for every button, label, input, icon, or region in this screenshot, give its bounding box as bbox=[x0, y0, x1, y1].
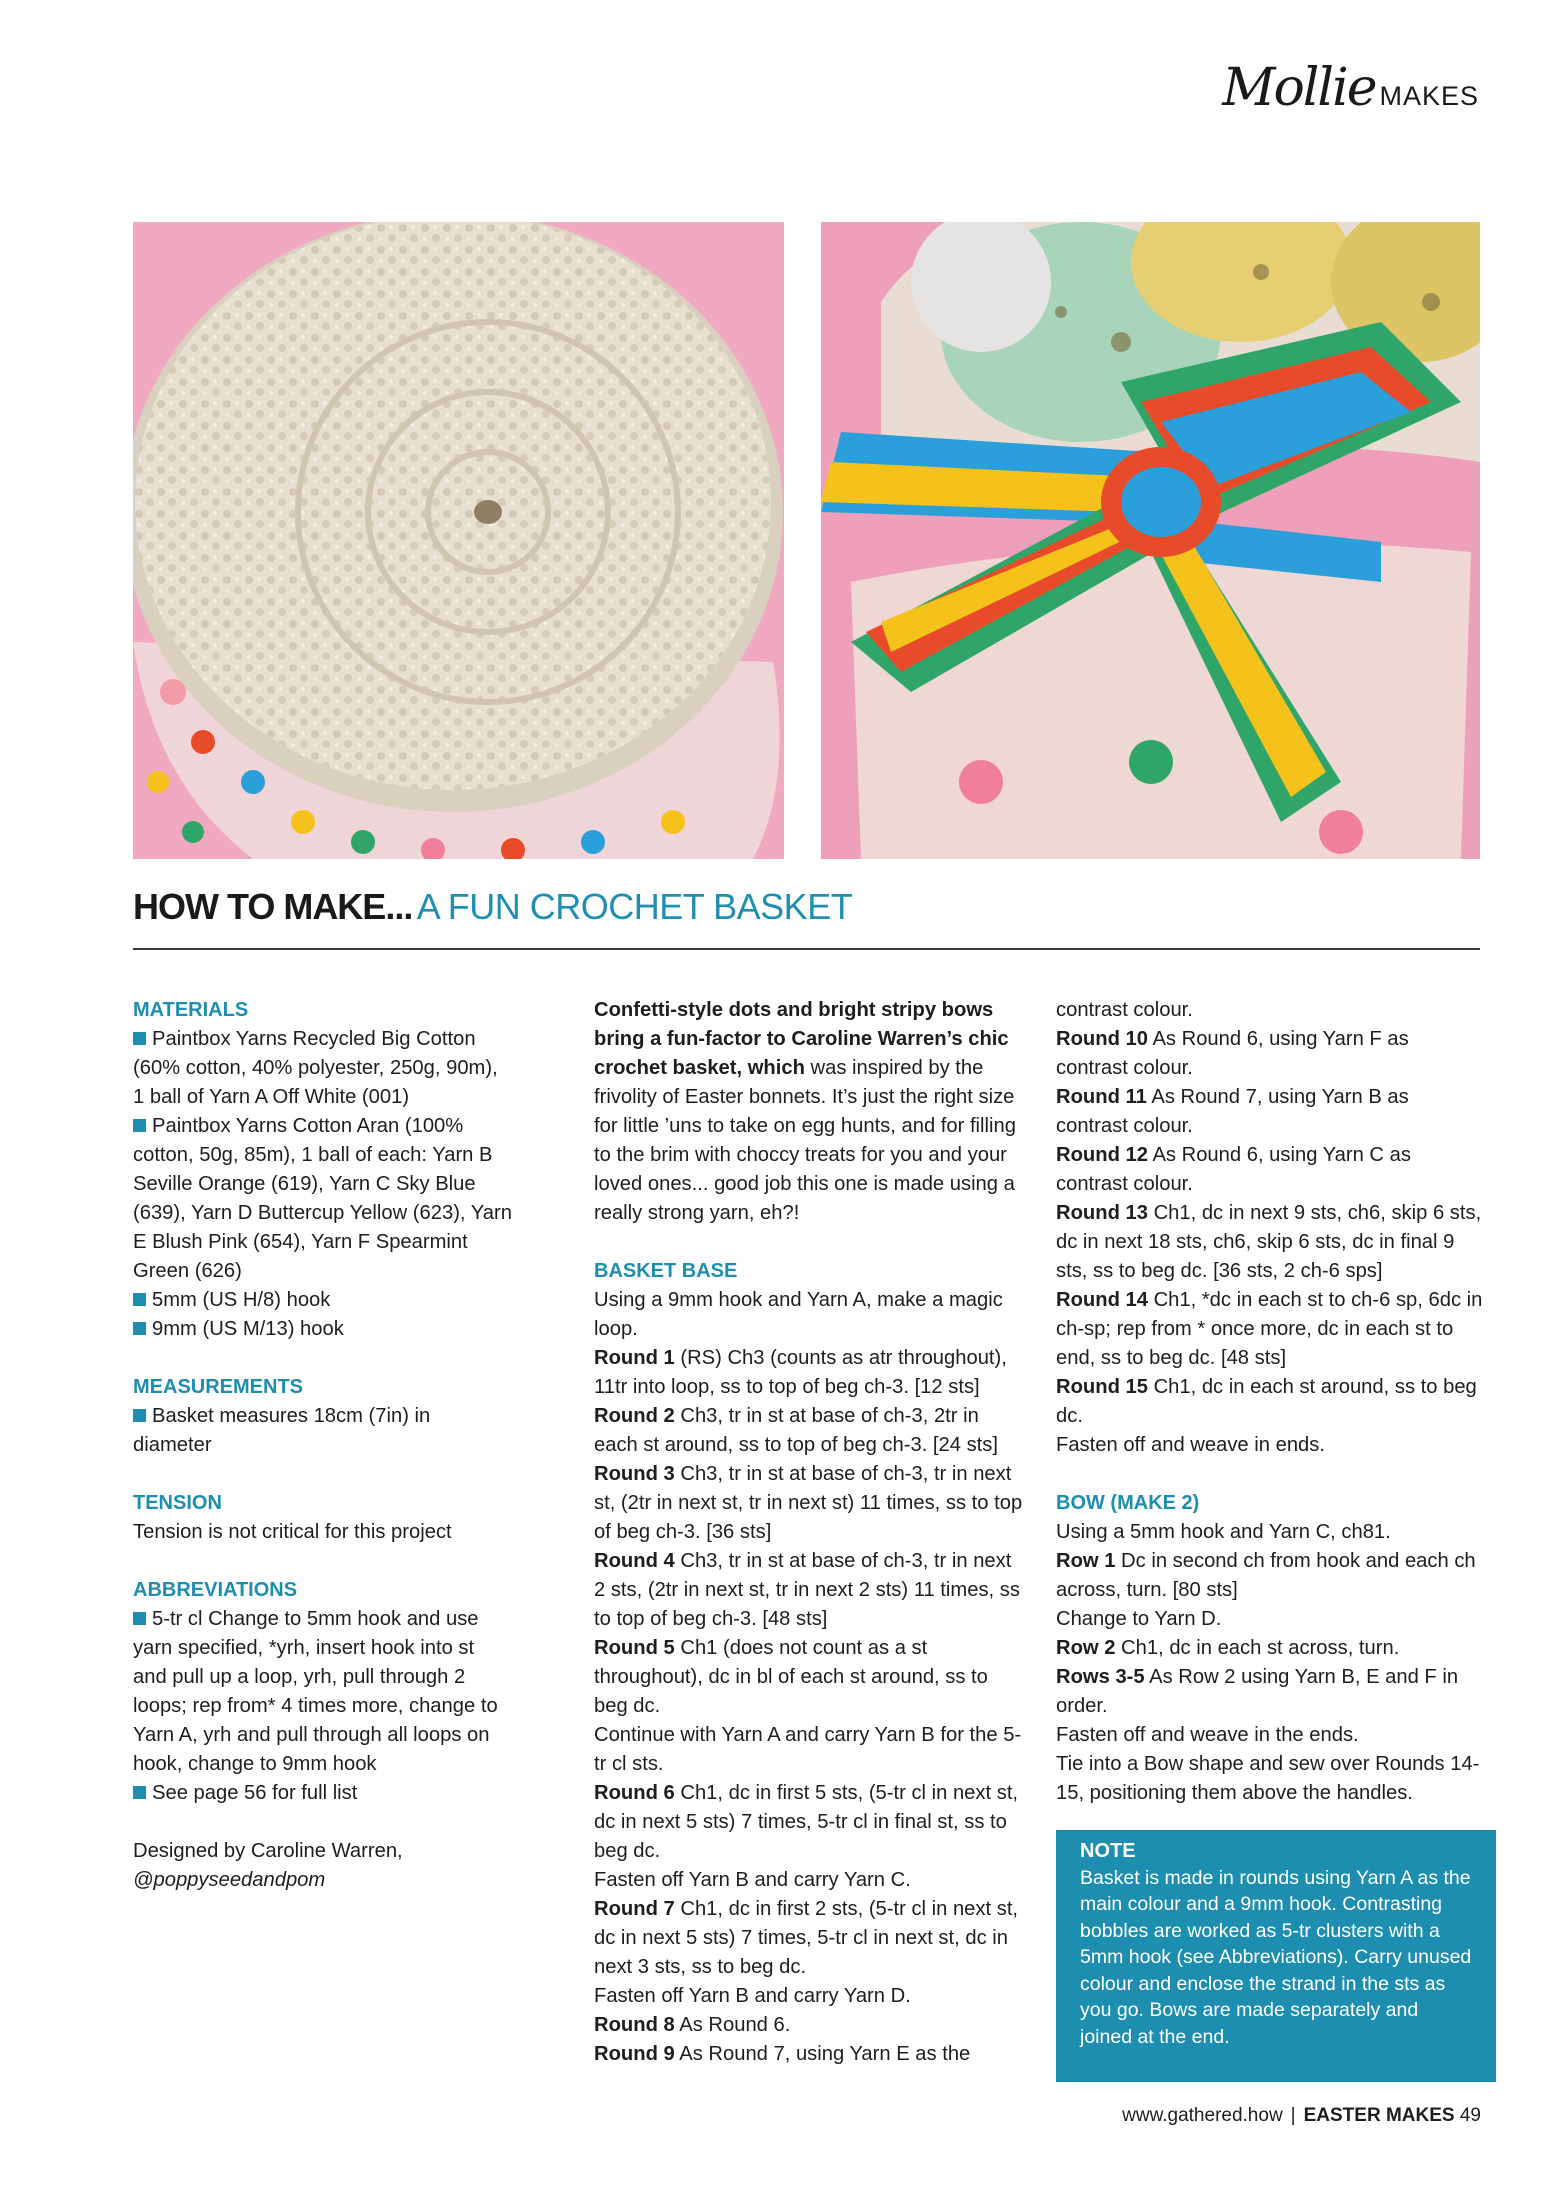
pattern-step: Round 14 Ch1, *dc in each st to ch-6 sp, 6dc in ch-sp; rep from * once more, dc in each st to end, ss to beg dc. [48 sts] bbox=[1056, 1289, 1483, 1369]
materials-heading: MATERIALS bbox=[133, 999, 249, 1021]
pattern-step: Round 8 As Round 6. bbox=[594, 2014, 791, 2036]
materials-item: 5mm (US H/8) hook bbox=[133, 1286, 513, 1315]
pattern-step: Round 7 Ch1, dc in first 2 sts, (5-tr cl in next st, dc in next 5 sts) 7 times, 5-tr cl in next st, dc in next 3 sts, ss to beg dc. bbox=[594, 1898, 1019, 1978]
column-2 bbox=[594, 996, 1024, 2069]
pattern-step: Round 9 As Round 7, using Yarn E as the bbox=[594, 2043, 971, 2065]
magazine-logo bbox=[1222, 58, 1479, 118]
tension-heading: TENSION bbox=[133, 1492, 222, 1514]
pattern-step: Round 10 As Round 6, using Yarn F as contrast colour. bbox=[1056, 1028, 1409, 1079]
basket-base-steps bbox=[594, 1286, 1024, 2069]
pattern-step: Fasten off Yarn B and carry Yarn C. bbox=[594, 1869, 911, 1891]
article-headline bbox=[133, 886, 1480, 950]
intro-paragraph: Confetti-style dots and bright stripy bows bring a fun-factor to Caroline Warren’s chic crochet basket, which was inspired by the frivolity of Easter bonnets. It’s just the right size for little ’uns to take on egg hunts, and for filling to the brim with choccy treats for you and your loved ones... good job this one is made using a really strong yarn, eh?! bbox=[594, 999, 1016, 1224]
pattern-step: Fasten off and weave in the ends. bbox=[1056, 1724, 1359, 1746]
pattern-step: Fasten off and weave in ends. bbox=[1056, 1434, 1325, 1456]
pattern-step: Row 1 Dc in second ch from hook and each ch across, turn. [80 sts] bbox=[1056, 1550, 1476, 1601]
footer-separator: | bbox=[1290, 2105, 1296, 2126]
pattern-step: Round 1 (RS) Ch3 (counts as atr throughout), 11tr into loop, ss to top of beg ch-3. [12 sts] bbox=[594, 1347, 1007, 1398]
footer-section: EASTER MAKES bbox=[1303, 2105, 1455, 2126]
pattern-step: contrast colour. bbox=[1056, 999, 1193, 1021]
pattern-step: Using a 5mm hook and Yarn C, ch81. bbox=[1056, 1521, 1391, 1543]
pattern-step: Round 6 Ch1, dc in first 5 sts, (5-tr cl in next st, dc in next 5 sts) 7 times, 5-tr cl in final st, ss to beg dc. bbox=[594, 1782, 1019, 1862]
pattern-step: Tie into a Bow shape and sew over Rounds 14-15, positioning them above the handles. bbox=[1056, 1753, 1480, 1804]
pattern-step: Rows 3-5 As Row 2 using Yarn B, E and F in order. bbox=[1056, 1666, 1459, 1717]
bullet-square-icon bbox=[133, 1032, 146, 1045]
logo-script: Mollie bbox=[1222, 58, 1376, 118]
pattern-step: Round 11 As Round 7, using Yarn B as contrast colour. bbox=[1056, 1086, 1409, 1137]
pattern-step: Round 13 Ch1, dc in next 9 sts, ch6, skip 6 sts, dc in next 18 sts, ch6, skip 6 sts, dc in final 9 sts, ss to beg dc. [36 sts, 2 ch-6 sps] bbox=[1056, 1202, 1482, 1282]
tension-text: Tension is not critical for this project bbox=[133, 1521, 452, 1543]
pattern-step: Round 15 Ch1, dc in each st around, ss to beg dc. bbox=[1056, 1376, 1477, 1427]
bullet-square-icon bbox=[133, 1786, 146, 1799]
note-text: Basket is made in rounds using Yarn A as the main colour and a 9mm hook. Contrasting bobbles are worked as 5-tr clusters with a 5mm hook (see Abbreviations). Carry unused colour and enclose the strand in the sts as you go. Bows are made separately and joined at the end. bbox=[1080, 1866, 1472, 2048]
abbreviations-heading: ABBREVIATIONS bbox=[133, 1579, 298, 1601]
abbreviation-item: 5-tr cl Change to 5mm hook and use yarn specified, *yrh, insert hook into st and pull up a loop, yrh, pull through 2 loops; rep from* 4 times more, change to Yarn A, yrh and pull through all loops on hook, change to 9mm hook bbox=[133, 1608, 498, 1775]
basket-base-heading: BASKET BASE bbox=[594, 1260, 738, 1282]
materials-item: Paintbox Yarns Cotton Aran (100% cotton, 50g, 85m), 1 ball of each: Yarn B Seville Orange (619), Yarn C Sky Blue (639), Yarn D Buttercup Yellow (623), Yarn E Blush Pink (654), Yarn F Spearmint Green (626) bbox=[133, 1115, 512, 1282]
pattern-step: Change to Yarn D. bbox=[1056, 1608, 1222, 1630]
bow-heading: BOW (MAKE 2) bbox=[1056, 1492, 1200, 1514]
photo-basket-lid bbox=[133, 222, 784, 859]
materials-item: Paintbox Yarns Recycled Big Cotton (60% cotton, 40% polyester, 250g, 90m), 1 ball of Yarn A Off White (001) bbox=[133, 1028, 498, 1108]
pattern-step: Continue with Yarn A and carry Yarn B for the 5-tr cl sts. bbox=[594, 1724, 1022, 1775]
pattern-step: Round 12 As Round 6, using Yarn C as contrast colour. bbox=[1056, 1144, 1411, 1195]
designer-handle: @poppyseedandpom bbox=[133, 1869, 326, 1891]
abbreviation-item: See page 56 for full list bbox=[133, 1779, 513, 1808]
photo-bow-eggs bbox=[821, 222, 1480, 859]
pattern-step: Round 2 Ch3, tr in st at base of ch-3, 2tr in each st around, ss to top of beg ch-3. [24 sts] bbox=[594, 1405, 998, 1456]
designer-credit: Designed by Caroline Warren, bbox=[133, 1840, 403, 1862]
headline-sub: A FUN CROCHET BASKET bbox=[416, 886, 853, 927]
footer-url: www.gathered.how bbox=[1122, 2105, 1283, 2126]
page-number: 49 bbox=[1459, 2105, 1481, 2126]
bullet-square-icon bbox=[133, 1119, 146, 1132]
measurements-heading: MEASUREMENTS bbox=[133, 1376, 304, 1398]
headline-main: HOW TO MAKE... bbox=[133, 886, 413, 927]
pattern-step: Round 3 Ch3, tr in st at base of ch-3, tr in next st, (2tr in next st, tr in next st) 11 times, ss to top of beg ch-3. [36 sts] bbox=[594, 1463, 1023, 1543]
pattern-step: Row 2 Ch1, dc in each st across, turn. bbox=[1056, 1637, 1400, 1659]
bullet-square-icon bbox=[133, 1293, 146, 1306]
logo-sans: MAKES bbox=[1379, 81, 1479, 111]
page-footer bbox=[1122, 2105, 1481, 2127]
materials-item: 9mm (US M/13) hook bbox=[133, 1315, 513, 1344]
pattern-step: Using a 9mm hook and Yarn A, make a magic loop. bbox=[594, 1289, 1003, 1340]
measurements-item: Basket measures 18cm (7in) in diameter bbox=[133, 1405, 431, 1456]
note-box bbox=[1056, 1830, 1496, 2082]
pattern-step: Round 5 Ch1 (does not count as a st throughout), dc in bl of each st around, ss to beg dc. bbox=[594, 1637, 988, 1717]
column-3 bbox=[1056, 996, 1486, 1808]
bullet-square-icon bbox=[133, 1322, 146, 1335]
bullet-square-icon bbox=[133, 1409, 146, 1422]
bullet-square-icon bbox=[133, 1612, 146, 1625]
note-title: NOTE bbox=[1080, 1840, 1136, 1862]
pattern-step: Round 4 Ch3, tr in st at base of ch-3, tr in next 2 sts, (2tr in next st, tr in next 2 sts) 11 times, ss to top of beg ch-3. [48 sts] bbox=[594, 1550, 1020, 1630]
column-1 bbox=[133, 996, 513, 1895]
pattern-step: Fasten off Yarn B and carry Yarn D. bbox=[594, 1985, 911, 2007]
